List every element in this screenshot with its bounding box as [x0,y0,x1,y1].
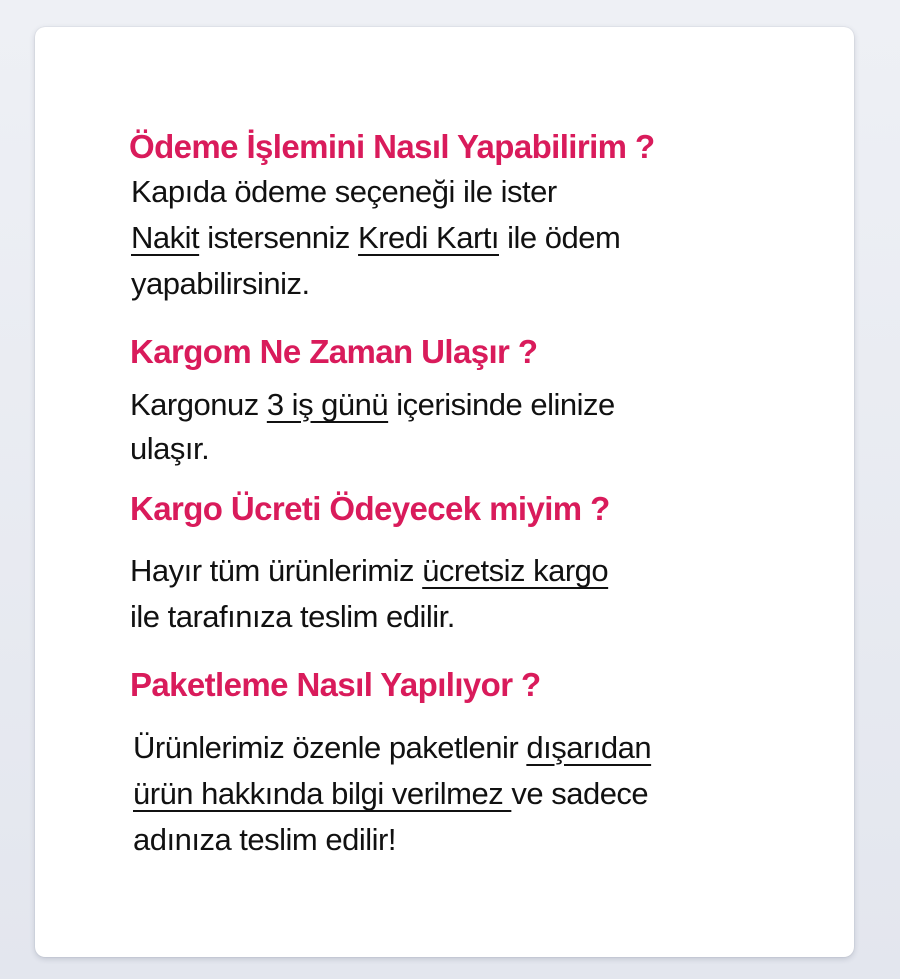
answer-line [130,548,854,594]
answer-text: ile ödem [499,220,621,255]
answer-text: ve sadece [511,776,649,811]
faq-answer [130,548,854,640]
faq-item-packaging [130,663,854,863]
faq-question: Ödeme İşlemini Nasıl Yapabilirim ? [129,128,655,165]
no-info-highlight: ürün hakkında bilgi verilmez [133,776,512,811]
answer-line: ile tarafınıza teslim edilir. [130,599,455,634]
answer-text: Ürünlerimiz özenle paketlenir [133,730,527,765]
faq-answer [130,382,854,472]
answer-text: Kargonuz [130,387,267,422]
faq-answer [133,725,854,863]
answer-line [130,382,854,428]
cash-highlight: Nakit [131,220,200,255]
answer-line: ulaşır. [130,431,210,466]
answer-text: istersenniz [199,220,359,255]
outside-highlight: dışarıdan [526,730,652,765]
delivery-days-highlight: 3 iş günü [266,387,389,422]
faq-item-shipping-fee [130,487,854,640]
faq-answer [131,169,854,307]
faq-question: Paketleme Nasıl Yapılıyor ? [130,666,541,703]
answer-line [133,771,854,817]
answer-line [133,725,854,771]
faq-question: Kargo Ücreti Ödeyecek miyim ? [130,490,610,527]
free-shipping-highlight: ücretsiz kargo [422,553,609,588]
answer-text: Hayır tüm ürünlerimiz [130,553,423,588]
answer-line: Kapıda ödeme seçeneği ile ister [131,174,557,209]
faq-item-payment [129,125,854,307]
faq-question: Kargom Ne Zaman Ulaşır ? [130,333,538,370]
answer-line: yapabilirsiniz. [131,266,310,301]
faq-card [35,27,854,957]
credit-card-highlight: Kredi Kartı [358,220,499,255]
answer-line: adınıza teslim edilir! [133,822,396,857]
faq-item-delivery-time [130,330,854,472]
answer-line [131,215,854,261]
answer-text: içerisinde elinize [388,387,615,422]
